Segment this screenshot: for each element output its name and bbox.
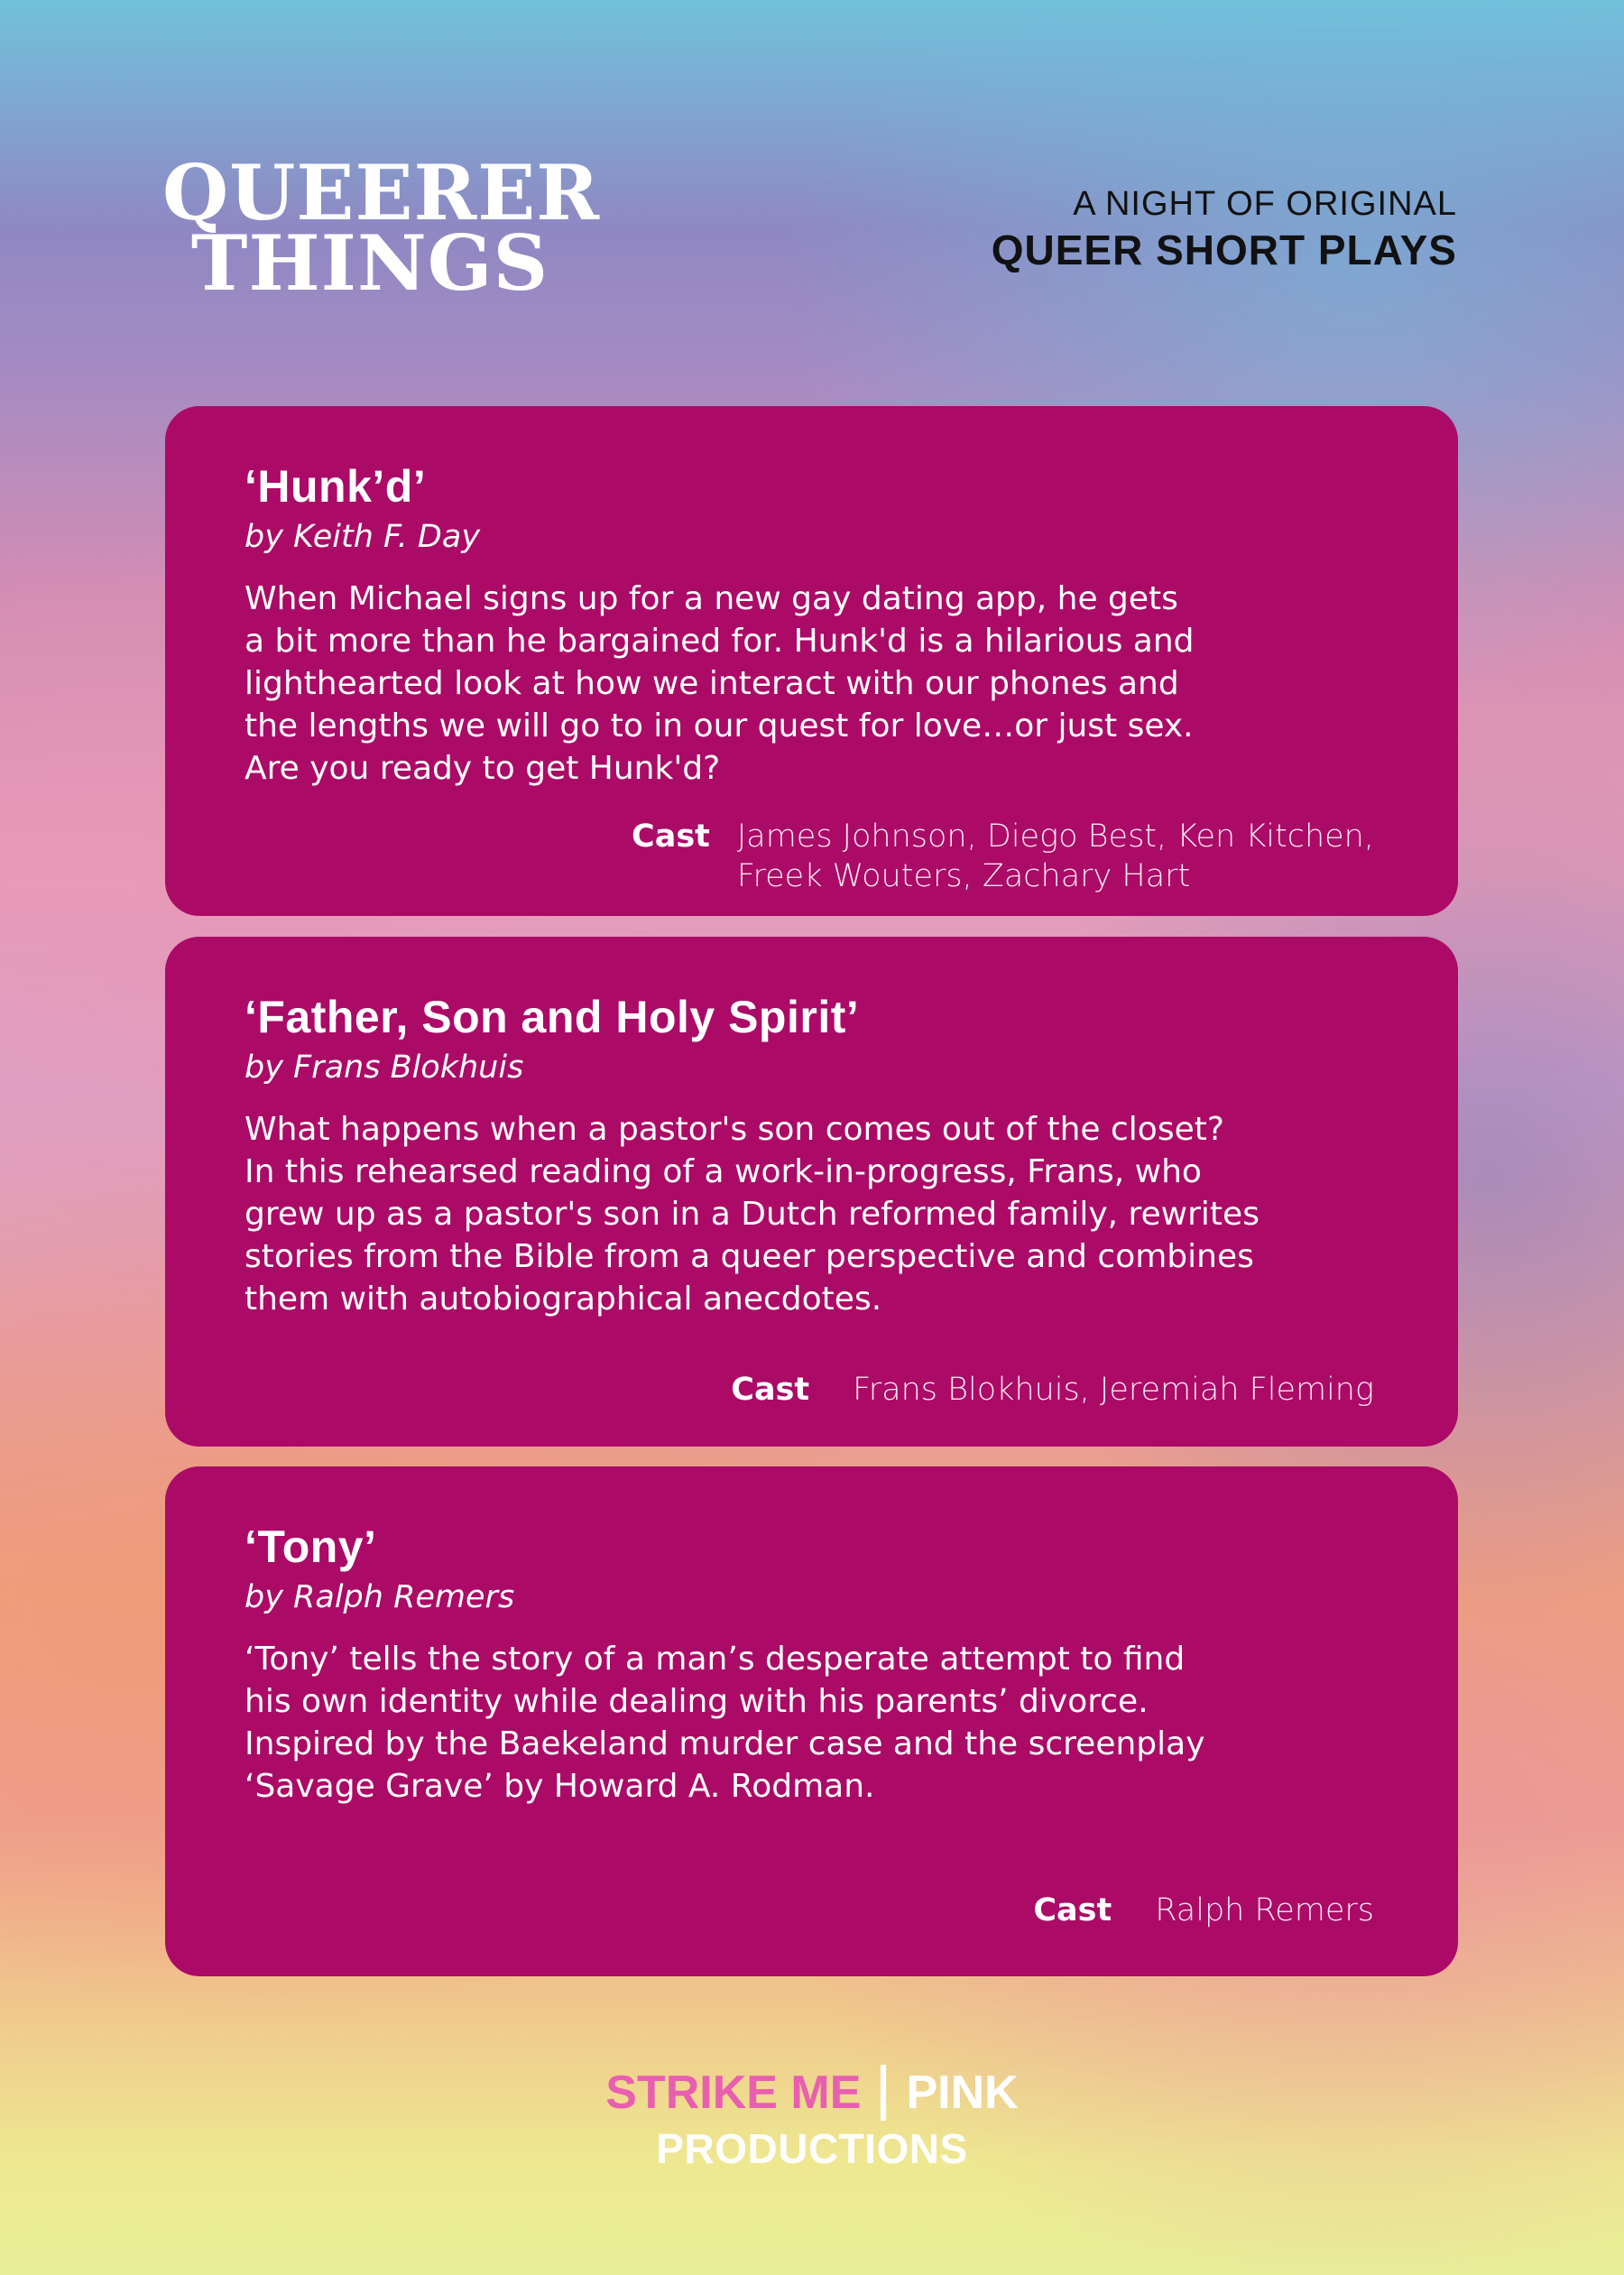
producer-productions: PRODUCTIONS	[656, 2125, 968, 2172]
play-author: by Keith F. Day	[245, 519, 481, 555]
cast-names: Frans Blokhuis, Jeremiah Fleming	[853, 1372, 1374, 1408]
play-card-hunkd	[165, 406, 1458, 916]
play-author: by Frans Blokhuis	[245, 1050, 524, 1086]
strike-me-pink-productions-logo	[0, 2065, 1624, 2173]
tagline-line-2: QUEER SHORT PLAYS	[991, 227, 1457, 273]
cast-names: Ralph Remers	[1155, 1892, 1374, 1928]
header	[0, 0, 1624, 361]
cast-list	[731, 1370, 1374, 1410]
producer-name-row	[605, 2065, 1018, 2121]
play-author: by Ralph Remers	[245, 1579, 515, 1615]
play-description: ‘Tony’ tells the story of a man’s desperate attempt to find his own identity while dealing with his parents’ divorce. Inspired by the Baekeland murder case and the screenplay ‘Savage Grave’ by Howard A. Rodman.	[245, 1641, 1205, 1805]
cast-list	[632, 817, 1374, 896]
play-title: ‘Father, Son and Holy Spirit’	[245, 992, 860, 1042]
producer-pink: PINK	[906, 2067, 1019, 2119]
play-card-father-son-holy-spirit	[165, 937, 1458, 1447]
logo-line-1: QUEERER	[162, 148, 601, 237]
producer-divider	[881, 2065, 886, 2121]
queerer-things-logo	[162, 148, 601, 308]
play-title: ‘Tony’	[245, 1521, 377, 1572]
play-card-tony	[165, 1466, 1458, 1976]
cast-label: Cast	[632, 818, 710, 855]
cast-label: Cast	[1033, 1892, 1112, 1928]
tagline-line-1: A NIGHT OF ORIGINAL	[1073, 185, 1457, 223]
producer-strike-me: STRIKE ME	[605, 2067, 862, 2119]
play-description: When Michael signs up for a new gay dating app, he gets a bit more than he bargained for. Hunk'd is a hilarious and lighthearted look at how we interact with our phones and the lengths we will go to in our quest for love…or just sex. Are you ready to get Hunk'd?	[245, 580, 1195, 787]
cast-names: James Johnson, Diego Best, Ken Kitchen, Freek Wouters, Zachary Hart	[736, 818, 1374, 894]
tagline	[992, 185, 1457, 274]
play-title: ‘Hunk’d’	[245, 461, 427, 512]
play-description: What happens when a pastor's son comes out of the closet? In this rehearsed reading of a work-in-progress, Frans, who grew up as a pastor's son in a Dutch reformed family, rewrites stories from the Bible from a queer perspective and combines them with autobiographical anecdotes.	[245, 1111, 1260, 1318]
logo-line-2: THINGS	[190, 218, 549, 308]
cast-label: Cast	[731, 1372, 810, 1408]
cast-list	[1033, 1891, 1374, 1930]
